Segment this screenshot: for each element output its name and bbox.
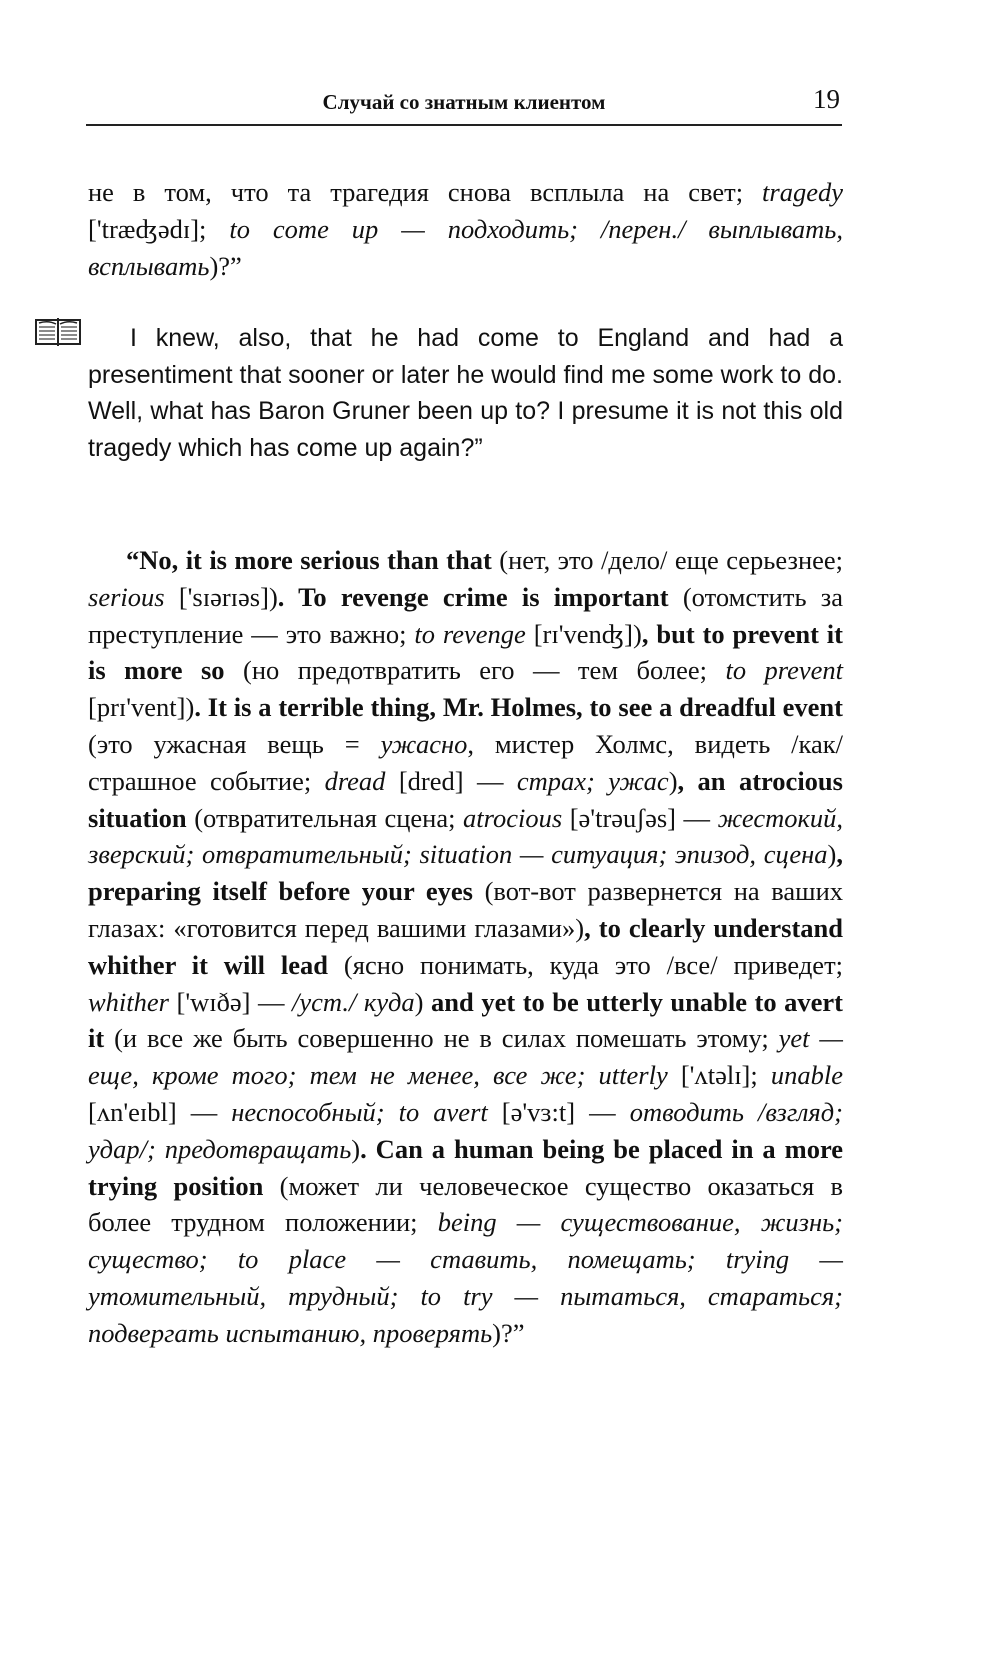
- glossary-italic: /уст./ куда: [292, 986, 415, 1017]
- english-text-bold: , but to prevent it is more so: [88, 618, 843, 686]
- glossary-italic: to come up — подходить; /перен./ выплывать, всплывать: [88, 213, 843, 281]
- running-header: [86, 84, 842, 126]
- glossary-italic: неспособный; to avert: [231, 1096, 488, 1127]
- text-run: [dred] —: [385, 765, 517, 796]
- text-run: )?”: [492, 1317, 525, 1348]
- text-run: (может ли человеческое существо оказаться в более трудном положении;: [88, 1170, 843, 1238]
- text-run: (это ужасная вещь =: [88, 728, 381, 759]
- text-run: [prɪ'vent]): [88, 692, 195, 723]
- glossary-italic: to revenge: [414, 618, 526, 649]
- glossary-italic: ужасно: [380, 728, 468, 759]
- text-run: (отомстить за преступление — это важно;: [88, 581, 843, 649]
- text-run: [ə'vɜ:t] —: [487, 1096, 630, 1127]
- book-icon: [34, 316, 82, 348]
- running-title: Случай со знатным клиентом: [322, 90, 606, 114]
- glossary-italic: whither: [88, 986, 169, 1017]
- text-run: [rɪ'venʤ]): [525, 618, 642, 649]
- glossary-italic: serious: [88, 581, 165, 612]
- text-run: ['træʤədɪ];: [88, 213, 230, 244]
- text-run: (нет, это /дело/ еще серьезнее;: [491, 545, 844, 575]
- page-number: 19: [813, 84, 840, 114]
- paragraph-original-english: [88, 320, 843, 466]
- text-run: [ə'trəuʃəs] —: [562, 802, 718, 833]
- text-run: ['sɪərɪəs]): [164, 581, 278, 612]
- paragraph-annotated-text: [88, 542, 843, 1352]
- glossary-italic: dread: [324, 765, 386, 796]
- english-text-bold: “No, it is more serious than that: [126, 545, 492, 575]
- text-run: ): [414, 986, 432, 1017]
- text-run: (и все же быть совершенно не в силах помешать этому;: [104, 1023, 779, 1054]
- glossary-italic: страх; ужас: [516, 765, 669, 796]
- english-text-bold: . To revenge crime is important: [277, 581, 669, 612]
- text-run: ['wɪðə] —: [168, 986, 293, 1017]
- text-run: I knew, also, that he had come to England and had a presentiment that sooner or later he would find me some work to do. Well, what has Baron Gruner been up to? I presume it is not this old tragedy which has come up again?”: [88, 324, 843, 462]
- glossary-italic: отводить /взгляд; удар/; предотвращать: [88, 1096, 843, 1164]
- glossary-italic: yet — еще, кроме того; тем не менее, все же; utterly: [88, 1023, 843, 1091]
- english-text-bold: and yet to be utterly unable to avert it: [88, 986, 844, 1054]
- text-run: [ʌn'eɪbl] —: [88, 1096, 232, 1127]
- text-run: , мистер Холмс, видеть /как/ страшное событие;: [88, 728, 843, 796]
- text-run: ): [827, 839, 837, 870]
- glossary-italic: to prevent: [725, 655, 844, 686]
- glossary-italic: unable: [770, 1060, 844, 1091]
- paragraph-translation-continued: [88, 174, 843, 284]
- glossary-italic: atrocious: [463, 802, 563, 833]
- text-run: (вот-вот развернется на ваших глазах: «готовится перед вашими глазами»): [88, 876, 843, 943]
- english-text-bold: , preparing itself before your eyes: [88, 839, 843, 907]
- english-text-bold: . It is a terrible thing, Mr. Holmes, to see a dreadful event: [194, 692, 843, 723]
- english-text-bold: . Can a human being be placed in a more trying position: [88, 1133, 843, 1201]
- text-run: (отвратительная сцена;: [186, 802, 464, 833]
- text-run: (но предотвратить его — тем более;: [224, 655, 726, 686]
- text-run: )?”: [209, 250, 242, 281]
- text-run: не в том, что та трагедия снова всплыла на свет;: [88, 177, 763, 207]
- glossary-italic: tragedy: [762, 177, 843, 207]
- text-run: ['ʌtəlɪ];: [667, 1060, 771, 1091]
- text-run: ): [351, 1133, 361, 1164]
- text-run: (ясно понимать, куда это /все/ приведет;: [328, 949, 844, 980]
- english-text-bold: , an atrocious situation: [88, 765, 843, 833]
- glossary-italic: жестокий, зверский; отвратительный; situation — ситуация; эпизод, сцена: [88, 802, 843, 870]
- glossary-italic: being — существование, жизнь; существо; to place — ставить, помещать; trying — утомительный, трудный; to try — пытаться, стараться; подвергать испытанию, проверять: [88, 1207, 843, 1348]
- text-run: ): [668, 765, 678, 796]
- english-text-bold: , to clearly understand whither it will lead: [88, 912, 844, 980]
